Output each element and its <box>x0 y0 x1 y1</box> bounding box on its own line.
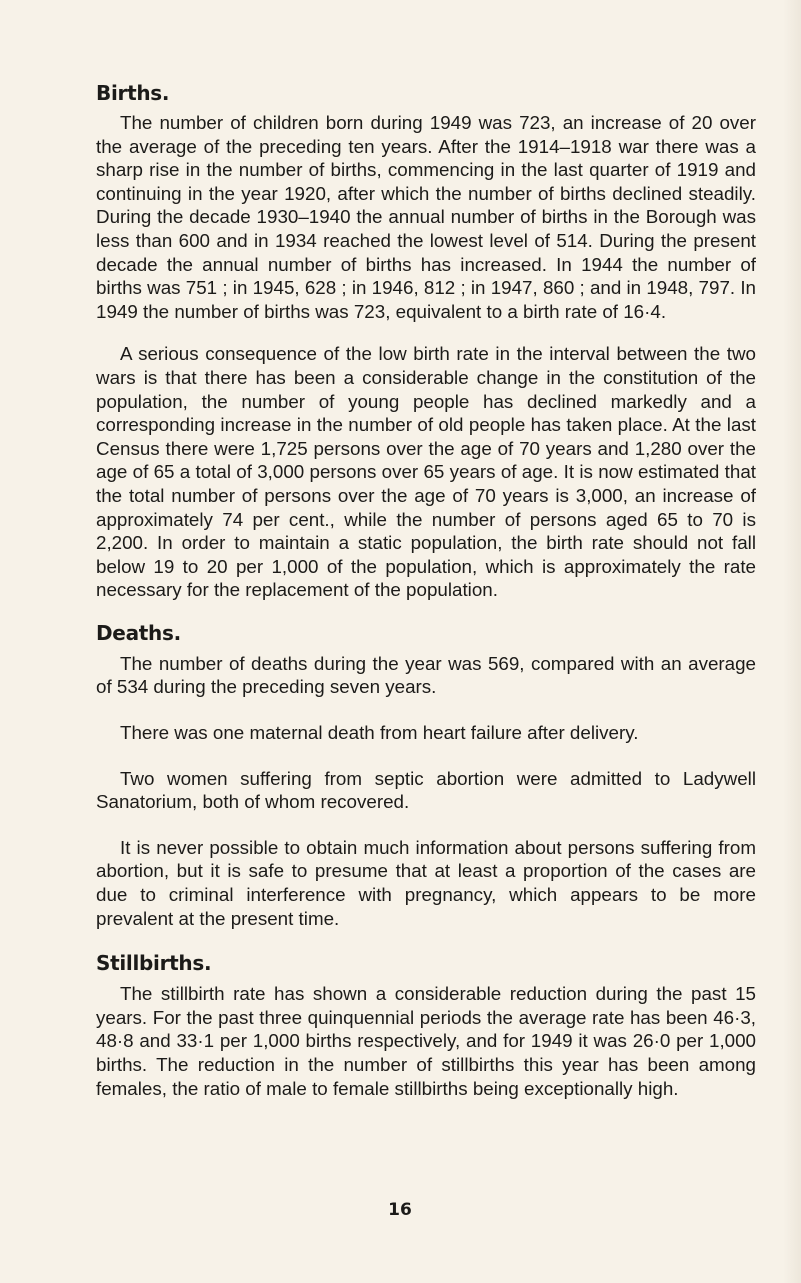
deaths-heading: Deaths. <box>96 620 181 645</box>
stillbirths-heading: Stillbirths. <box>96 951 212 976</box>
page-edge-shadow <box>783 0 801 1283</box>
deaths-paragraph-4: It is never possible to obtain much information about persons suffering from abortion, but it is safe to presume that at least a proportion of the cases are due to criminal interference with pregnancy, which appears to be more prevalent at the present time. <box>96 836 756 929</box>
page-content <box>96 82 756 1100</box>
stillbirths-paragraph-1: The stillbirth rate has shown a considerable reduction during the past 15 years. For the past three quinquennial periods the average rate has been 46·3, 48·8 and 33·1 per 1,000 births respectively, and for 1949 it was 26·0 per 1,000 births. The reduction in the number of stillbirths this year has been among females, the ratio of male to female stillbirths being exceptionally high. <box>96 983 756 1099</box>
deaths-paragraph-3: Two women suffering from septic abortion were admitted to Ladywell Sanatorium, both of whom recovered. <box>96 767 756 813</box>
births-heading: Births. <box>96 81 170 105</box>
births-paragraph-2: A serious consequence of the low birth rate in the interval between the two wars is that there has been a considerable change in the constitution of the population, the number of young people has declined markedly and a corresponding increase in the number of old people has taken place. At the last Census there were 1,725 persons over the age of 70 years and 1,280 over the age of 65 a total of 3,000 persons over 65 years of age. It is now estimated that the total number of persons over the age of 70 years is 3,000, an increase of approximately 74 per cent., while the number of persons aged 65 to 70 is 2,200. In order to maintain a static population, the birth rate should not fall below 19 to 20 per 1,000 of the population, which is approximately the rate necessary for the replacement of the population. <box>96 343 756 601</box>
deaths-paragraph-2: There was one maternal death from heart failure after delivery. <box>120 722 639 744</box>
births-paragraph-1: The number of children born during 1949 was 723, an increase of 20 over the average of the preceding ten years. After the 1914–1918 war there was a sharp rise in the number of births, commencing in the last quarter of 1919 and continuing in the year 1920, after which the number of births declined steadily. During the decade 1930–1940 the annual number of births in the Borough was less than 600 and in 1934 reached the lowest level of 514. During the present decade the annual number of births has increased. In 1944 the number of births was 751 ; in 1945, 628 ; in 1946, 812 ; in 1947, 860 ; and in 1948, 797. In 1949 the number of births was 723, equivalent to a birth rate of 16·4. <box>96 112 756 322</box>
deaths-section <box>96 622 756 930</box>
page-number: 16 <box>388 1200 412 1220</box>
stillbirths-section <box>96 952 756 1100</box>
births-section <box>96 82 756 602</box>
deaths-paragraph-1: The number of deaths during the year was 569, compared with an average of 534 during the preceding seven years. <box>96 652 756 698</box>
